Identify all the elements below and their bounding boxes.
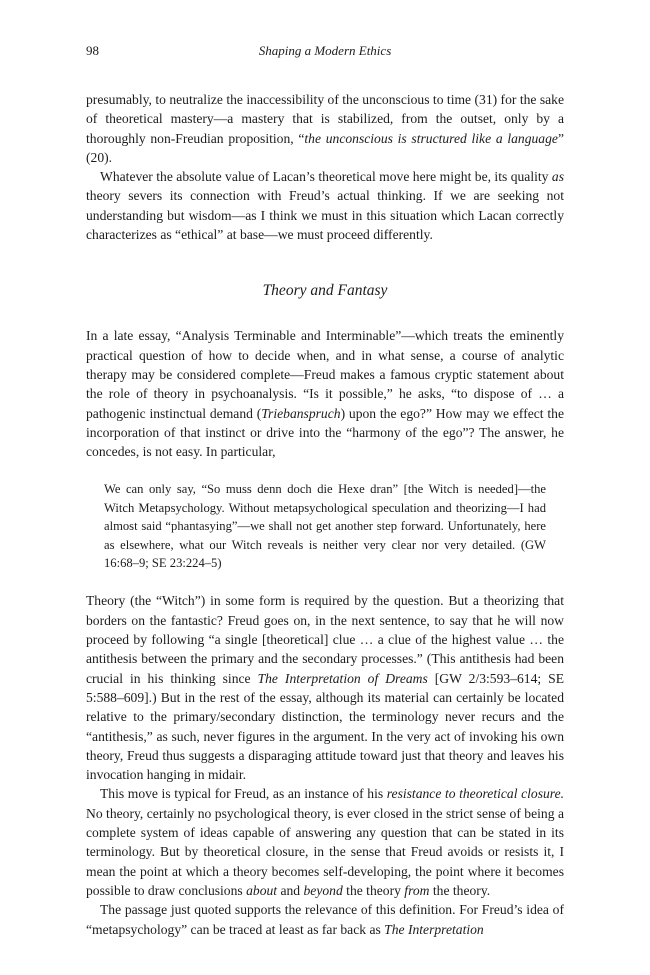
paragraph-6: The passage just quoted supports the relevance of this definition. For Freud’s idea of “metapsychology” can be traced at least as far back as The Interpretation bbox=[86, 902, 564, 937]
page-number: 98 bbox=[86, 43, 99, 58]
paragraph-2: Whatever the absolute value of Lacan’s theoretical move here might be, its quality as theory severs its connection with Freud’s actual thinking. If we are seeking not understanding but wisdom—as I think we must in this situation which Lacan correctly characterizes as “ethical” at base—we must proceed differently. bbox=[86, 169, 564, 243]
paragraph-4: Theory (the “Witch”) in some form is required by the question. But a theorizing that borders on the fantastic? Freud goes on, in the next sentence, to say that he will now proceed by following “a single [theoretical] clue … a clue of the highest value … the antithesis between the primary and the secondary processes.” (This antithesis had been crucial in his thinking since The Interpretation of Dreams [GW 2/3:593–614; SE 5:588–609].) But in the rest of the essay, although its material can certainly be located relative to the primary/secondary distinction, the terminology never recurs and the “antithesis,” as such, never figures in the argument. In the very act of invoking his own theory, Freud thus suggests a disparaging attitude toward just that theory and leaves his invocation hanging in midair. bbox=[86, 593, 564, 783]
running-head bbox=[86, 40, 564, 62]
paragraph-3: In a late essay, “Analysis Terminable and Interminable”—which treats the eminently practical question of how to decide when, and in what sense, a course of analytic therapy may be considered complete—Freud makes a famous cryptic statement about the role of theory in psychoanalysis. “Is it possible,” he asks, “to dispose of … a pathogenic instinctual demand (Triebanspruch) upon the ego?” How may we effect the incorporation of that instinct or drive into the “harmony of the ego”? The answer, he concedes, is not easy. In particular, bbox=[86, 328, 564, 460]
running-title: Shaping a Modern Ethics bbox=[258, 43, 392, 58]
body-text bbox=[86, 90, 564, 939]
book-page bbox=[86, 40, 564, 939]
paragraph-5: This move is typical for Freud, as an instance of his resistance to theoretical closure. No theory, certainly no psychological theory, is ever closed in the strict sense of being a complete system of ideas capable of answering any question that can be stated in its terminology. But by theoretical closure, in the sense that Freud avoids or resists it, I mean the point at which a theory becomes self-developing, the point where it becomes possible to draw conclusions about and beyond the theory from the theory. bbox=[86, 786, 564, 898]
block-quote-text: We can only say, “So muss denn doch die Hexe dran” [the Witch is needed]—the Witch Metapsychology. Without metapsychological speculation and theorizing—I had almost said “phantasying”—we shall not get another step forward. Unfortunately, here as elsewhere, what our Witch reveals is neither very clear nor very detailed. (GW 16:68–9; SE 23:224–5) bbox=[104, 482, 546, 571]
block-quote bbox=[104, 480, 546, 572]
section-heading: Theory and Fantasy bbox=[262, 282, 388, 300]
paragraph-1: presumably, to neutralize the inaccessibility of the unconscious to time (31) for the sake of theoretical mastery—a mastery that is stabilized, from the outset, only by a thoroughly non-Freudian proposition, “the unconscious is structured like a language” (20). bbox=[86, 92, 564, 165]
